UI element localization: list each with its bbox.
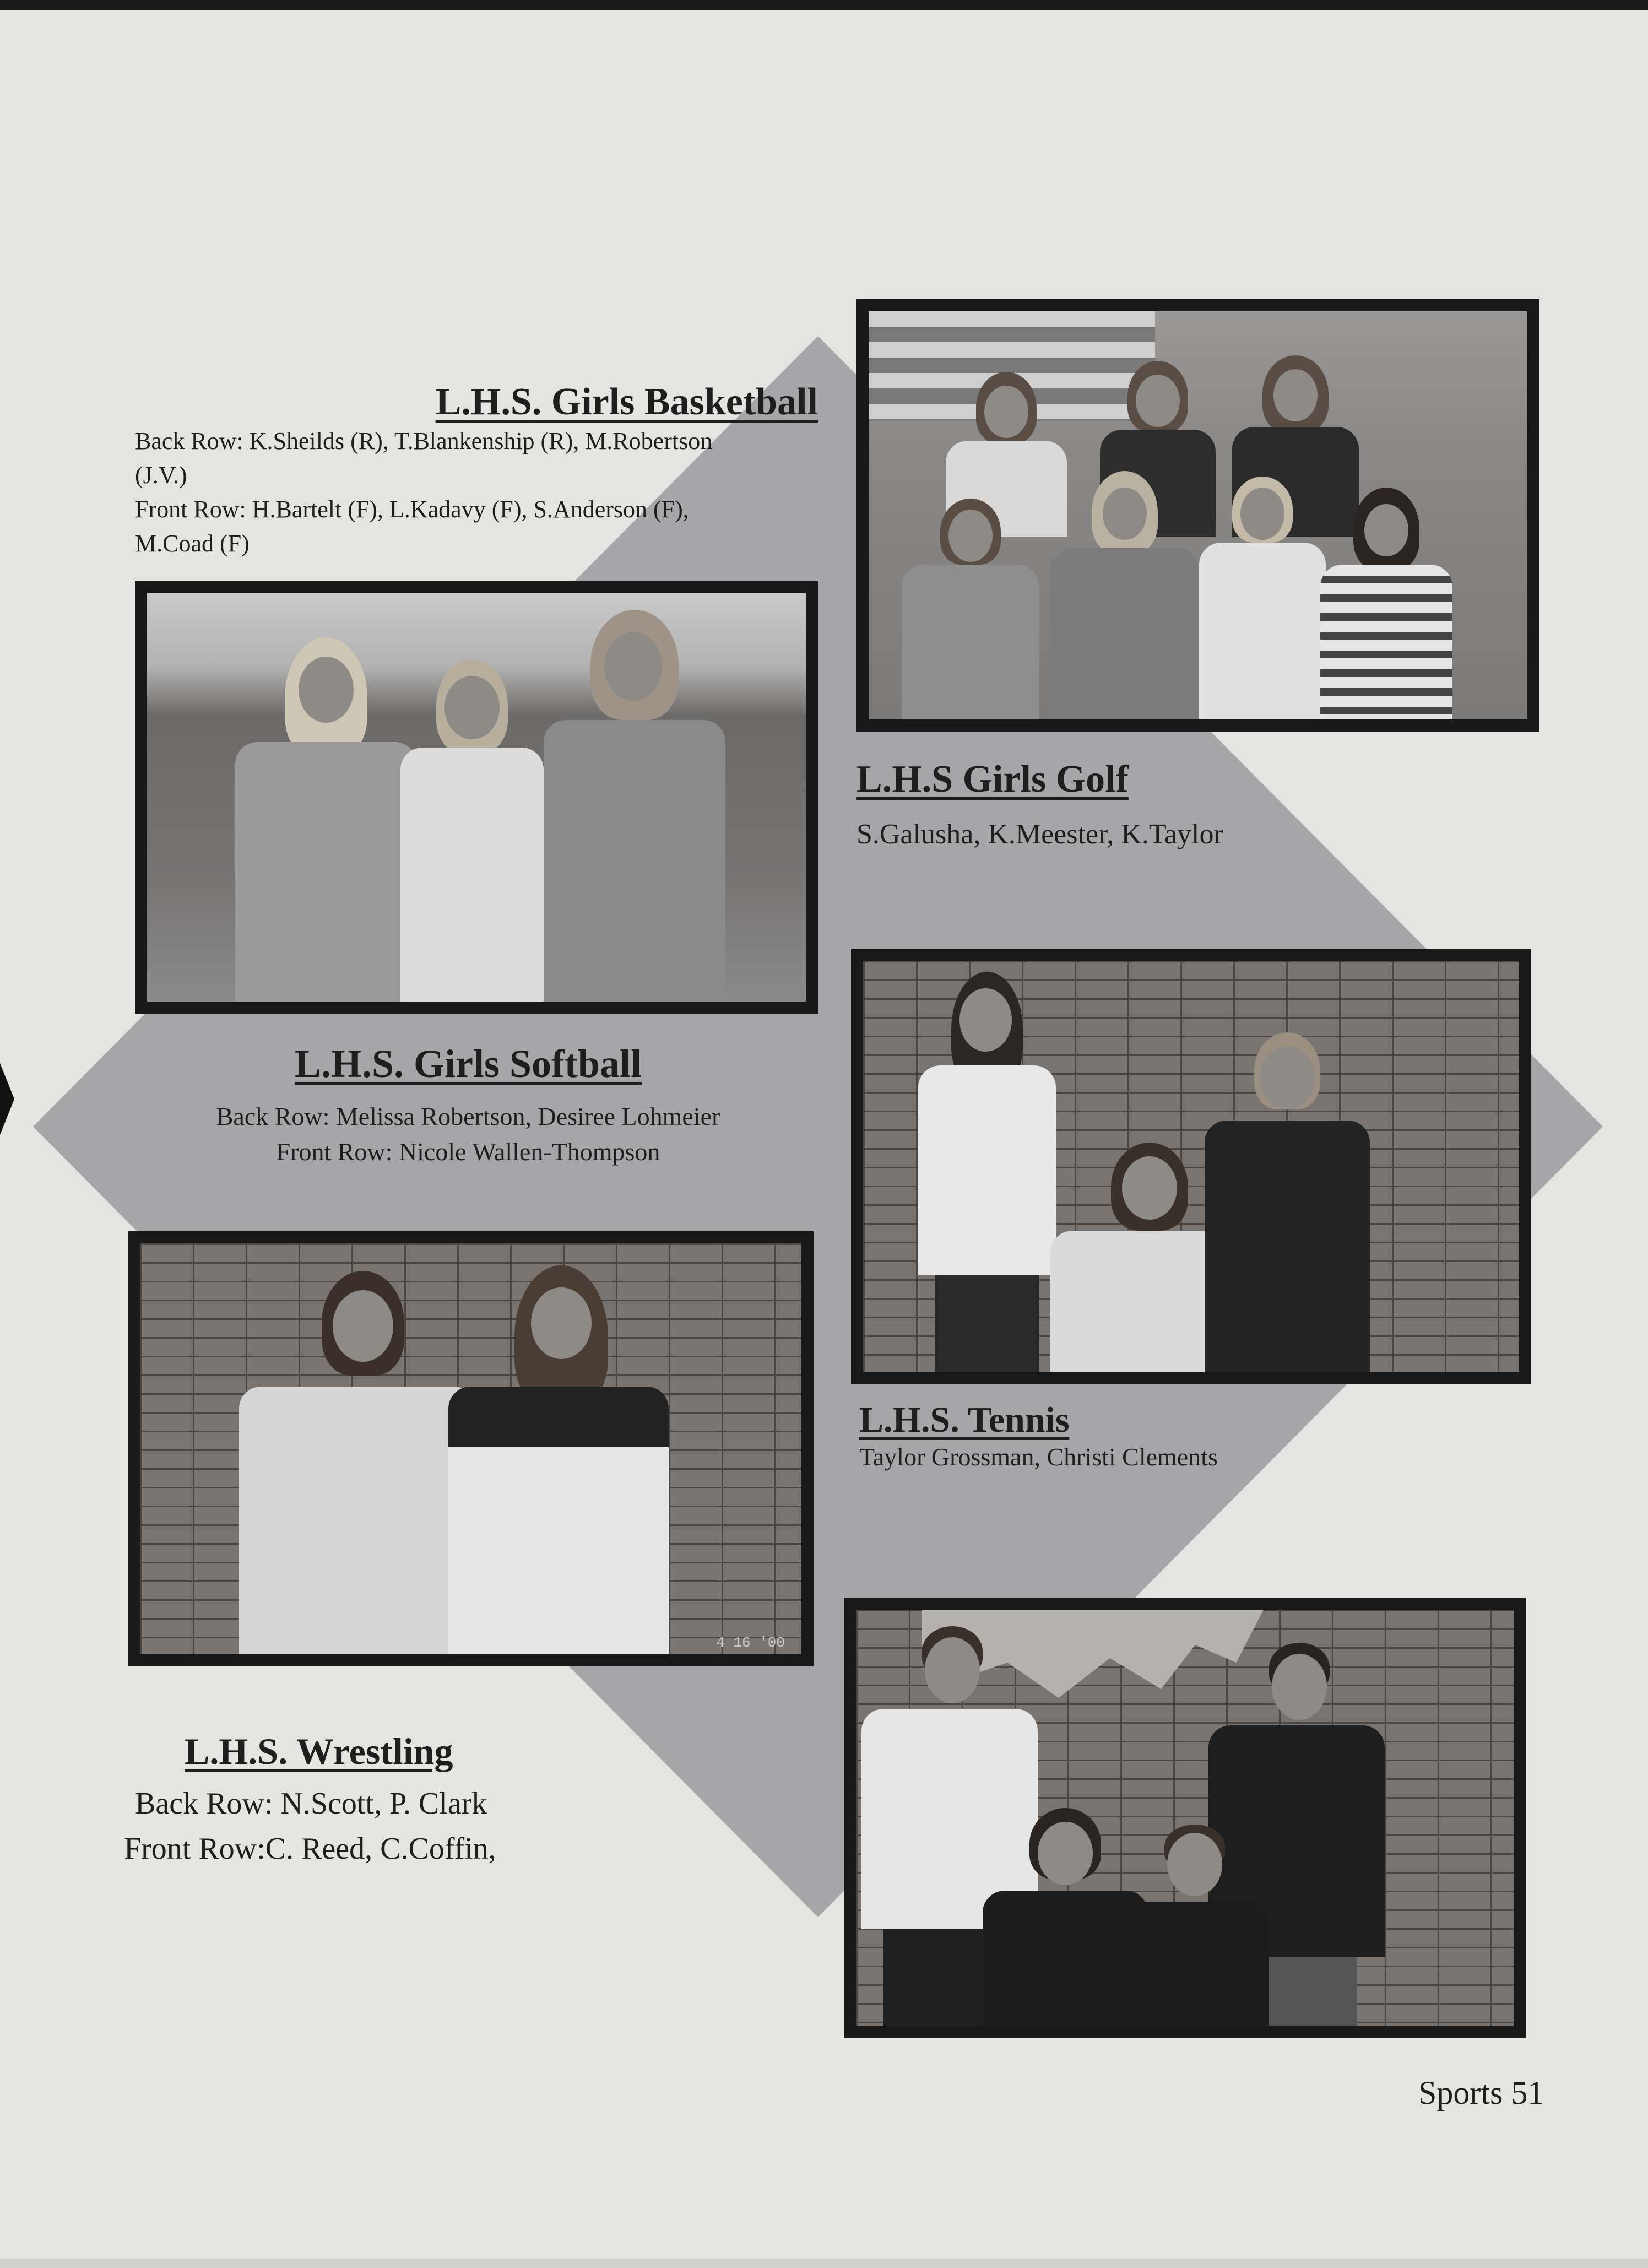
golfer-figure-7 xyxy=(1320,488,1452,730)
basketball-front-row-cont: M.Coad (F) xyxy=(135,530,250,557)
wrestler-front-right xyxy=(1120,1825,1269,2038)
wrestling-caption xyxy=(124,1730,675,1871)
page-bottom-edge xyxy=(0,2259,1648,2268)
tennis-player-1 xyxy=(918,972,1056,1384)
wrestling-title: L.H.S. Wrestling xyxy=(185,1730,453,1772)
softball-player-1 xyxy=(239,1271,476,1662)
tennis-caption xyxy=(859,1399,1410,1473)
wrestling-front-row: Front Row:C. Reed, C.Coffin, xyxy=(124,1832,496,1866)
golf-names: S.Galusha, K.Meester, K.Taylor xyxy=(856,819,1223,850)
basketball-back-row: Back Row: K.Sheilds (R), T.Blankenship (R), M.Robertson xyxy=(135,427,713,454)
page-number: Sports 51 xyxy=(1418,2075,1544,2111)
softball-title: L.H.S. Girls Softball xyxy=(294,1042,642,1086)
basketball-player-2 xyxy=(400,659,544,1012)
softball-team-photo xyxy=(128,1231,814,1666)
tennis-title: L.H.S. Tennis xyxy=(859,1400,1070,1440)
tennis-names: Taylor Grossman, Christi Clements xyxy=(859,1443,1218,1471)
basketball-caption xyxy=(135,380,823,561)
photo-date-stamp: 4 16 '00 xyxy=(716,1634,785,1651)
wrestling-team-photo xyxy=(844,1598,1526,2038)
basketball-title: L.H.S. Girls Basketball xyxy=(435,381,818,423)
golf-caption xyxy=(856,757,1435,857)
basketball-player-3 xyxy=(544,610,725,1012)
tennis-team-photo xyxy=(851,949,1531,1384)
basketball-player-1 xyxy=(235,637,417,1012)
softball-back-row: Back Row: Melissa Robertson, Desiree Lohmeier xyxy=(216,1102,720,1130)
basketball-back-row-cont: (J.V.) xyxy=(135,462,187,489)
wrestling-back-row: Back Row: N.Scott, P. Clark xyxy=(135,1787,487,1821)
golfer-figure-6 xyxy=(1199,477,1326,730)
golf-team-photo xyxy=(856,299,1539,732)
golfer-figure-5 xyxy=(1050,471,1199,730)
softball-caption xyxy=(138,1041,799,1170)
basketball-front-row: Front Row: H.Bartelt (F), L.Kadavy (F), S.Anderson (F), xyxy=(135,496,689,523)
softball-front-row: Front Row: Nicole Wallen-Thompson xyxy=(276,1138,660,1166)
page-left-edge-marker xyxy=(0,1063,14,1135)
basketball-team-photo xyxy=(135,581,818,1014)
golfer-figure-4 xyxy=(902,499,1039,730)
softball-player-2 xyxy=(448,1265,669,1662)
tennis-player-3 xyxy=(1205,1032,1370,1379)
page-top-edge xyxy=(0,0,1648,10)
golf-title: L.H.S Girls Golf xyxy=(856,758,1129,800)
